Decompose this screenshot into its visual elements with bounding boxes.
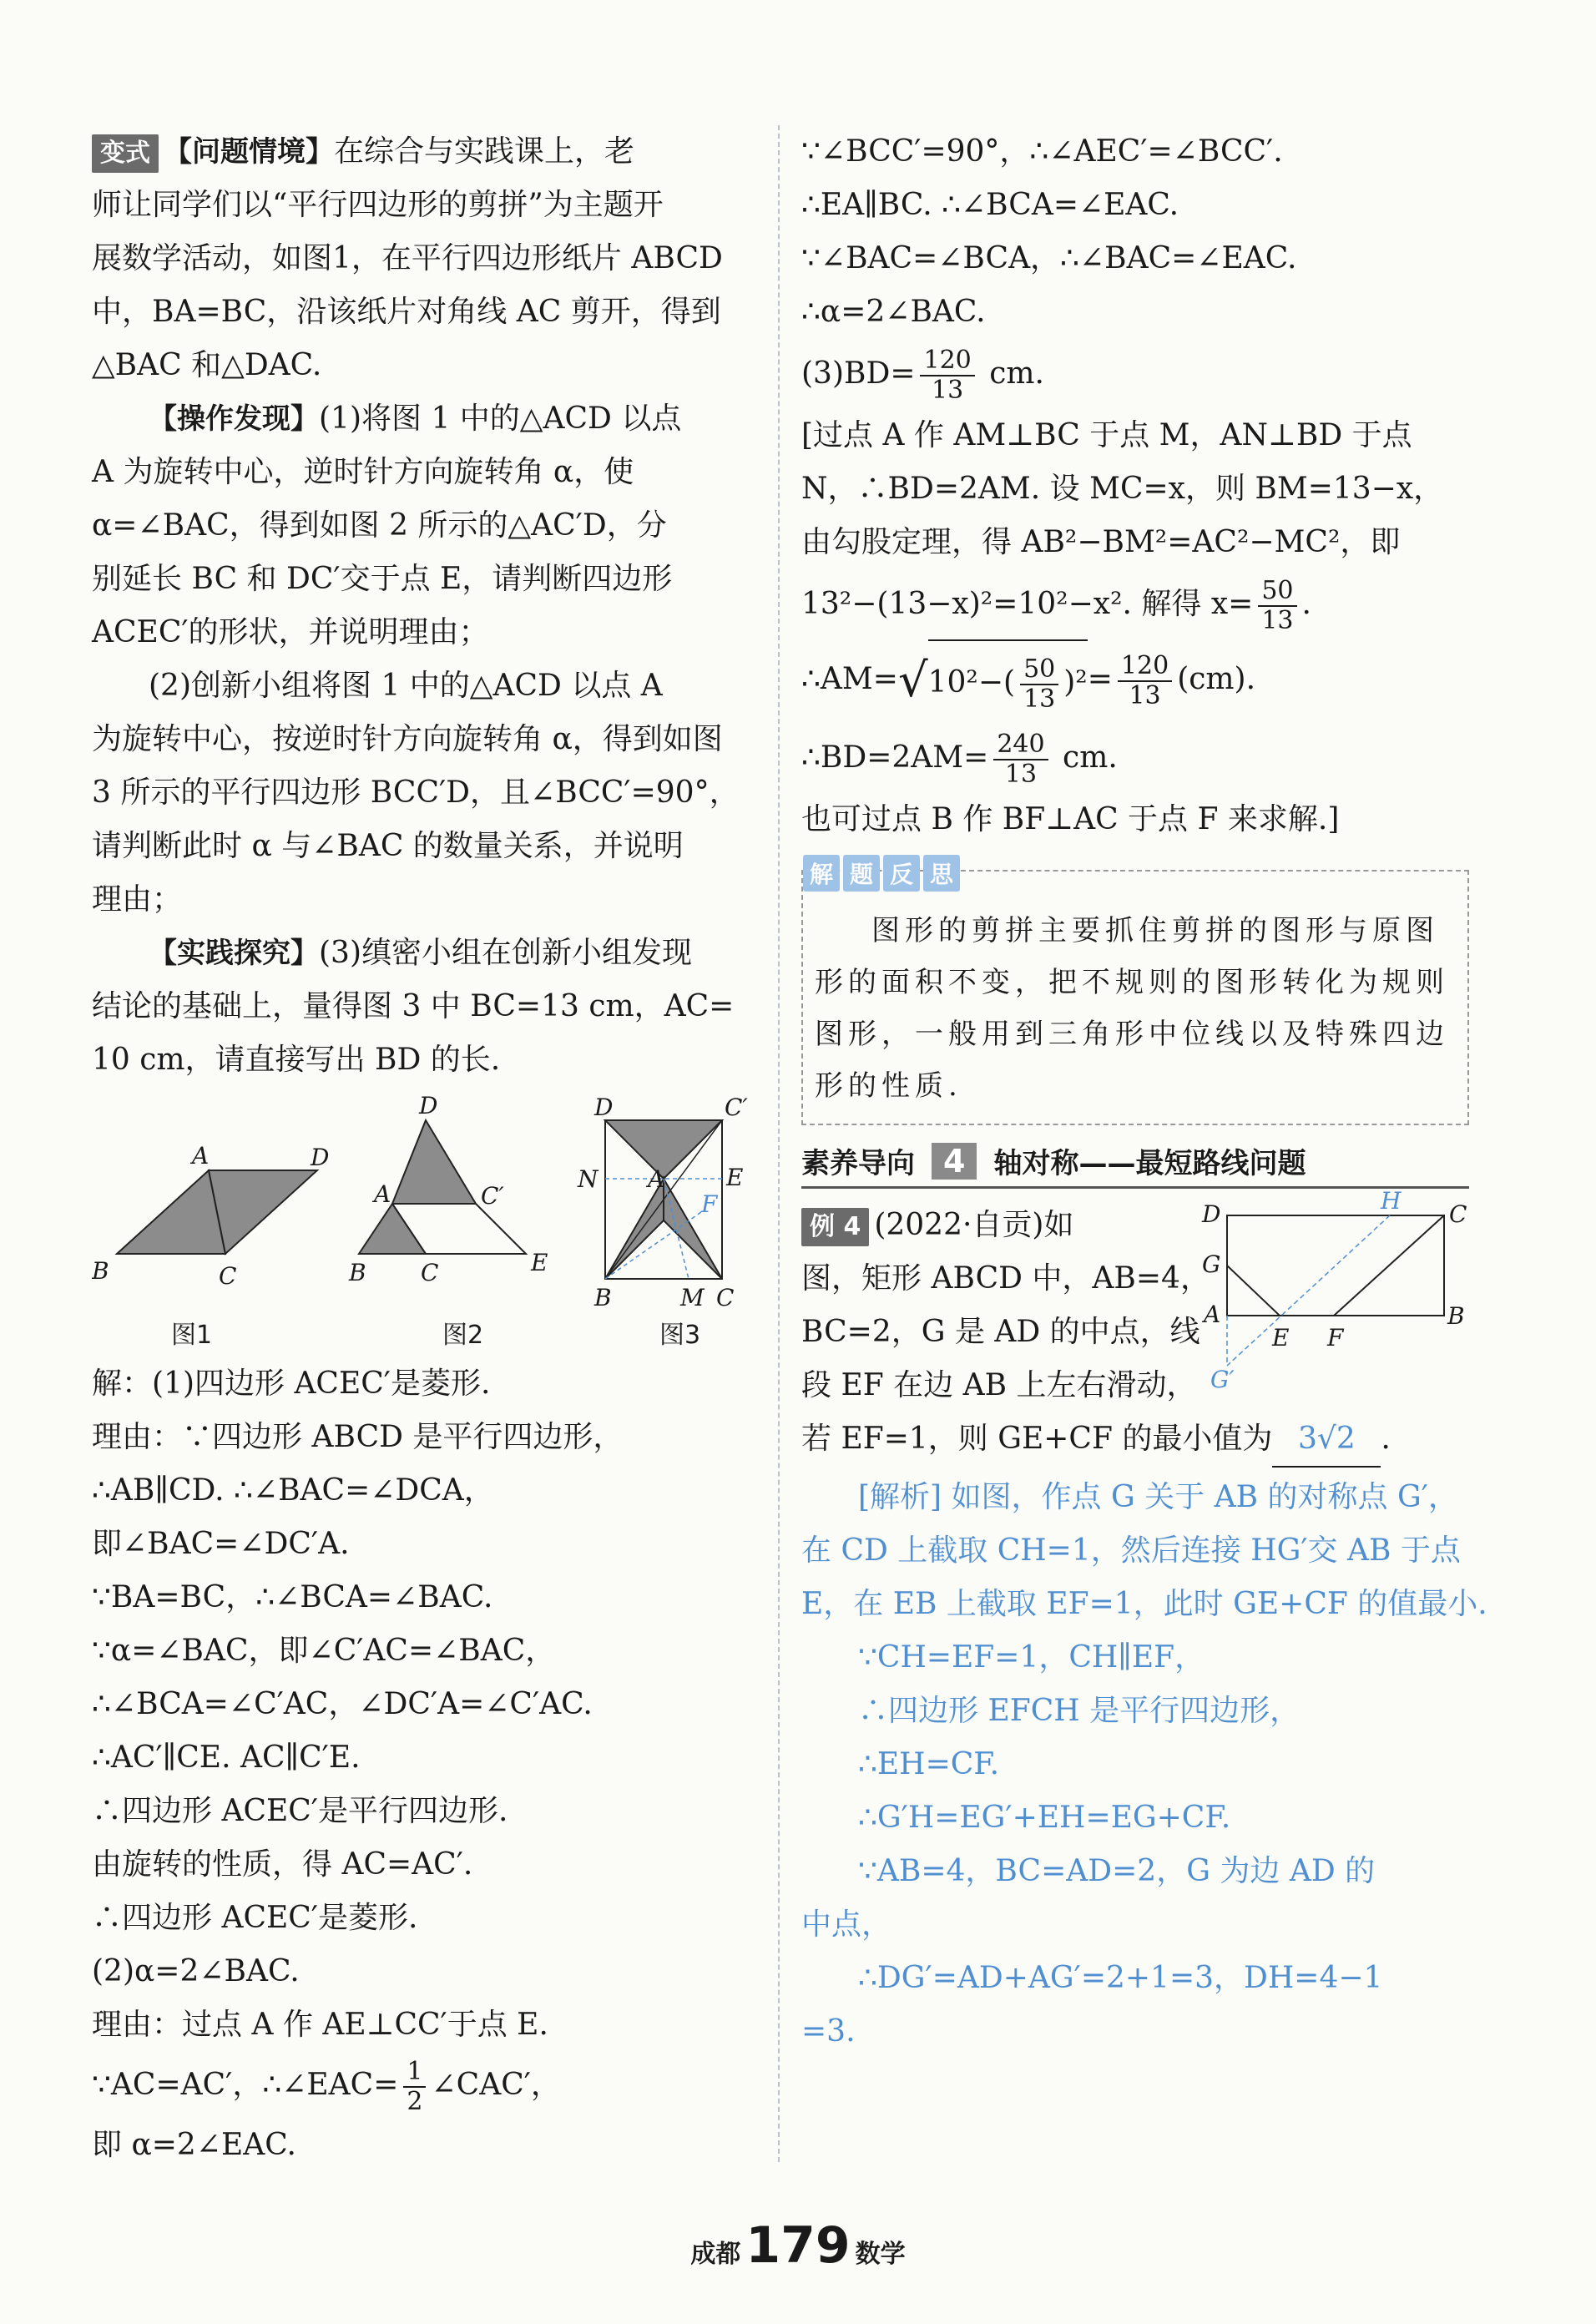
example-label-b: B [1447, 1302, 1465, 1330]
fig2-label-a: A [374, 1180, 391, 1208]
problem-line [92, 659, 760, 713]
eq3-post: cm. [1053, 740, 1118, 775]
solution-line: ∴∠BCA=∠C′AC，∠DC′A=∠C′AC. [92, 1687, 593, 1721]
line-text: (2)创新小组将图 1 中的△ACD 以点 A [149, 669, 663, 703]
analysis-line [801, 1791, 1469, 1845]
fig2-triangle-bac [359, 1204, 426, 1254]
fig2-label-c: C [421, 1259, 439, 1286]
figure-1 [92, 1120, 359, 1312]
fig3-label-c-prime: C′ [725, 1095, 748, 1121]
reflection-tag-char: 反 [883, 855, 920, 892]
fig3-label-b: B [594, 1284, 612, 1311]
page-number: 179 [745, 2216, 851, 2275]
line-text: ∴G′H=EG′+EH=EG+CF. [858, 1801, 1231, 1835]
reflection-tag-char: 题 [843, 855, 880, 892]
line-text: 理由； [92, 882, 183, 917]
analysis-line [801, 2005, 1469, 2059]
example-label-e: E [1272, 1324, 1290, 1351]
example-label-a: A [1204, 1301, 1221, 1328]
fig3-label-n: N [578, 1165, 598, 1193]
problem-line [92, 499, 760, 553]
q3-num: 120 [920, 346, 974, 376]
problem-line [92, 339, 760, 392]
eq3-num: 240 [993, 730, 1048, 760]
section-label: 素养导向 [801, 1147, 915, 1180]
explanation-line: [过点 A 作 AM⊥BC 于点 M，AN⊥BD 于点 [801, 418, 1412, 452]
eq2-equals: = [1087, 662, 1113, 696]
solution-frac-pre: ∵AC=AC′，∴∠EAC= [92, 2068, 399, 2102]
example-label-f: F [1327, 1324, 1344, 1351]
q3-den: 13 [932, 376, 964, 405]
fig1-label-c: C [219, 1262, 237, 1290]
fig1-caption: 图1 [171, 1321, 213, 1350]
q3-answer-line [801, 339, 1469, 409]
variant-tag: 变式 [92, 134, 159, 173]
example-label-c: C [1449, 1200, 1467, 1228]
analysis-line [801, 1685, 1469, 1738]
line-text: ∴四边形 EFCH 是平行四边形， [858, 1694, 1301, 1728]
eq1-post: . [1301, 587, 1311, 621]
radicand-num: 50 [1020, 655, 1058, 685]
eq1-den: 13 [1261, 606, 1294, 635]
line-text: 10 cm，请直接写出 BD 的长. [92, 1043, 501, 1077]
fig3-label-a: A [648, 1165, 665, 1193]
figure-3 [576, 1095, 760, 1312]
line-text: 中点， [801, 1907, 892, 1942]
fig3-label-m: M [680, 1284, 705, 1311]
line-text: 中，BA=BC，沿该纸片对角线 AC 剪开，得到 [92, 295, 721, 329]
frac-numerator: 1 [403, 2058, 426, 2088]
eq3-line [801, 723, 1469, 793]
problem-line [92, 232, 760, 285]
reflection-line: 形的面积不变，把不规则的图形转化为规则 [815, 966, 1449, 999]
right-column [801, 125, 1487, 2059]
solution-frac-post: ∠CAC′， [431, 2068, 561, 2102]
fig1-label-d: D [311, 1144, 330, 1171]
solution-line: 理由：过点 A 作 AE⊥CC′于点 E. [92, 2008, 548, 2042]
example-text [801, 1199, 1210, 1412]
fig3-label-d: D [594, 1095, 614, 1121]
example-line: 段 EF 在边 AB 上左右滑动， [801, 1368, 1197, 1402]
reflection-box [801, 861, 1469, 1125]
fig2-triangle-ac-d [392, 1120, 476, 1204]
line-text: 在综合与实践课上，老 [334, 134, 635, 169]
line-text: 3 所示的平行四边形 BCC′D，且∠BCC′=90°， [92, 776, 740, 810]
solution-last-line: 即 α=2∠EAC. [92, 2128, 296, 2162]
solution-fraction-line [92, 2052, 760, 2119]
solution-fraction [403, 2058, 426, 2116]
problem-line [92, 766, 760, 820]
analysis-line [801, 1952, 1469, 2005]
fig1-label-a: A [192, 1142, 210, 1170]
footer-subject: 数学 [855, 2240, 906, 2269]
line-text: 展数学活动，如图1，在平行四边形纸片 ABCD [92, 241, 723, 275]
radicand-fraction [1020, 655, 1058, 714]
rectangle-abcd [1227, 1215, 1444, 1316]
problem-line [92, 873, 760, 927]
solution-line: ∴AB∥CD. ∴∠BAC=∠DCA， [92, 1473, 494, 1508]
example-question-end: . [1381, 1422, 1391, 1456]
analysis-line [801, 1524, 1469, 1578]
problem-line [92, 392, 760, 446]
fig2-extension-lines [426, 1204, 526, 1254]
solution-line: ∴四边形 ACEC′是菱形. [92, 1901, 418, 1935]
example-question-line [801, 1412, 1469, 1468]
line-text: [解析] 如图，作点 G 关于 AB 的对称点 G′， [858, 1480, 1458, 1514]
problem-line [92, 820, 760, 873]
solution-line: ∴α=2∠BAC. [801, 295, 986, 329]
eq1-num: 50 [1258, 577, 1296, 607]
example-line: BC=2，G 是 AD 的中点，线 [801, 1315, 1200, 1349]
solution-line: ∵∠BAC=∠BCA，∴∠BAC=∠EAC. [801, 241, 1297, 275]
line-text: =3. [801, 2014, 856, 2049]
fig2-label-c-prime: C′ [481, 1182, 504, 1210]
example-tag: 例 4 [801, 1208, 869, 1246]
footer-city: 成都 [690, 2240, 741, 2269]
section-heading: 【实践探究】 [149, 937, 319, 970]
example-line: (2022·自贡)如 [874, 1208, 1074, 1242]
reflection-tag-char: 思 [923, 855, 960, 892]
segment-ge [1227, 1266, 1280, 1316]
problem-line [92, 927, 760, 980]
dashed-hg-prime [1227, 1215, 1390, 1366]
line-text: ACEC′的形状，并说明理由； [92, 615, 489, 649]
problem-line [92, 980, 760, 1033]
line-text: 请判断此时 α 与∠BAC 的数量关系，并说明 [92, 829, 684, 863]
line-text: α=∠BAC，得到如图 2 所示的△AC′D，分 [92, 508, 667, 543]
radicand [928, 639, 1088, 723]
fig2-label-d: D [419, 1095, 438, 1119]
eq2-fraction [1118, 652, 1172, 710]
solution-line: 理由：∵四边形 ABCD 是平行四边形， [92, 1420, 624, 1454]
solution-line: ∵∠BCC′=90°，∴∠AEC′=∠BCC′. [801, 134, 1283, 169]
problem-line [92, 713, 760, 766]
q3-post: cm. [979, 356, 1044, 391]
example-label-g: G [1202, 1250, 1221, 1278]
problem-line [92, 606, 760, 659]
reflection-line: 图形的剪拼主要抓住剪拼的图形与原图 [871, 914, 1439, 947]
fig2-caption: 图2 [442, 1321, 484, 1350]
fig3-label-e: E [726, 1164, 744, 1191]
example-label-h: H [1381, 1190, 1402, 1215]
line-text: A 为旋转中心，逆时针方向旋转角 α，使 [92, 455, 634, 489]
line-text: ∵CH=EF=1，CH∥EF， [858, 1640, 1205, 1675]
fig3-label-c: C [716, 1284, 735, 1311]
line-text: 结论的基础上，量得图 3 中 BC=13 cm，AC= [92, 989, 735, 1023]
problem-line [92, 285, 760, 339]
example-label-g-prime: G′ [1210, 1366, 1235, 1393]
segment-fc [1334, 1215, 1444, 1316]
example-block [801, 1190, 1469, 1412]
example-label-d: D [1202, 1200, 1221, 1228]
explanation-line: 由勾股定理，得 AB²−BM²=AC²−MC²，即 [801, 525, 1401, 559]
problem-line [92, 446, 760, 499]
solution-continued [801, 125, 1469, 339]
reflection-line: 图形，一般用到三角形中位线以及特殊四边 [815, 1018, 1449, 1051]
answer-blank: 3√2 [1272, 1412, 1381, 1468]
solution-line: ∴四边形 ACEC′是平行四边形. [92, 1794, 508, 1828]
section-number: 4 [932, 1143, 977, 1180]
analysis-line [801, 1631, 1469, 1685]
eq2-pre: ∴AM= [801, 662, 898, 696]
solution-line: ∵α=∠BAC，即∠C′AC=∠BAC， [92, 1634, 556, 1668]
fig3-caption: 图3 [659, 1321, 701, 1350]
eq2-post: (cm). [1177, 662, 1256, 696]
analysis-line [801, 1471, 1469, 1524]
line-text: 别延长 BC 和 DC′交于点 E，请判断四边形 [92, 562, 673, 596]
example-question-text: 若 EF=1，则 GE+CF 的最小值为 [801, 1422, 1273, 1456]
solution-line: ∵BA=BC，∴∠BCA=∠BAC. [92, 1580, 493, 1614]
q3-pre: (3)BD= [801, 356, 916, 391]
section-header [801, 1140, 1469, 1189]
eq1-fraction [1258, 577, 1296, 635]
problem-line [92, 125, 760, 179]
example-figure [1194, 1190, 1469, 1407]
solution-line: (2)α=2∠BAC. [92, 1954, 300, 1988]
eq2-num: 120 [1118, 652, 1172, 682]
eq1-line [801, 569, 1469, 639]
frac-denominator: 2 [407, 2087, 423, 2116]
fig2-label-e: E [531, 1249, 548, 1276]
line-text: 为旋转中心，按逆时针方向旋转角 α，得到如图 [92, 722, 723, 756]
column-divider [778, 125, 780, 2162]
line-text: E，在 EB 上截取 EF=1，此时 GE+CF 的值最小. [801, 1587, 1487, 1621]
page-footer [0, 2216, 1596, 2275]
line-text: 在 CD 上截取 CH=1，然后连接 HG′交 AB 于点 [801, 1533, 1461, 1568]
reflection-tag [803, 855, 963, 892]
eq2-den: 13 [1129, 681, 1161, 710]
solution-line: 即∠BAC=∠DC′A. [92, 1527, 350, 1561]
fig2-label-b: B [349, 1259, 366, 1286]
section-heading: 【问题情境】 [164, 135, 334, 169]
solution-line: 由旋转的性质，得 AC=AC′. [92, 1847, 473, 1882]
eq3-pre: ∴BD=2AM= [801, 740, 989, 775]
fig1-label-b: B [92, 1257, 109, 1285]
example-line: 图，矩形 ABCD 中，AB=4， [801, 1261, 1210, 1296]
line-text: (3)缜密小组在创新小组发现 [319, 936, 692, 970]
line-text: ∴EH=CF. [858, 1747, 1000, 1781]
analysis-text [801, 1471, 1487, 2059]
radicand-den: 13 [1023, 685, 1056, 714]
fig1-triangle-dac [209, 1170, 317, 1254]
figures-row [92, 1095, 760, 1350]
q3-fraction [920, 346, 974, 405]
eq2-line [801, 639, 1469, 723]
analysis-line [801, 1738, 1469, 1791]
fig3-bottom-left-triangle [605, 1179, 664, 1279]
eq1-pre: 13²−(13−x)²=10²−x². 解得 x= [801, 587, 1254, 621]
radical-sign: √ [897, 654, 928, 708]
problem-text [92, 125, 760, 1087]
problem-line [92, 553, 760, 606]
line-text: 师让同学们以“平行四边形的剪拼”为主题开 [92, 188, 664, 222]
problem-line [92, 1033, 760, 1087]
analysis-line [801, 1578, 1487, 1631]
analysis-line [801, 1845, 1469, 1898]
solution-end-line: 也可过点 B 作 BF⊥AC 于点 F 来求解.] [801, 802, 1340, 836]
eq3-den: 13 [1004, 760, 1038, 789]
solution-line: ∴EA∥BC. ∴∠BCA=∠EAC. [801, 188, 1179, 222]
q3-explanation [801, 409, 1469, 569]
analysis-line [801, 1898, 1469, 1952]
figure-2 [342, 1095, 576, 1312]
left-column [92, 125, 760, 2172]
reflection-tag-char: 解 [803, 855, 840, 892]
solution-text [92, 1357, 760, 2052]
reflection-line: 形的性质. [815, 1069, 962, 1103]
line-text: △BAC 和△DAC. [92, 348, 322, 382]
eq3-fraction [993, 730, 1048, 789]
radicand-pre: 10²−( [927, 665, 1016, 700]
line-text: ∵AB=4，BC=AD=2，G 为边 AD 的 [858, 1854, 1376, 1888]
problem-line [92, 179, 760, 232]
section-title: 轴对称——最短路线问题 [993, 1147, 1306, 1180]
explanation-line: N，∴BD=2AM. 设 MC=x，则 BM=13−x， [801, 472, 1444, 506]
solution-line: 解：(1)四边形 ACEC′是菱形. [92, 1367, 491, 1401]
fig3-label-f: F [701, 1190, 718, 1218]
line-text: ∴DG′=AD+AG′=2+1=3，DH=4−1 [858, 1961, 1383, 1995]
fig1-triangle-bac [117, 1170, 225, 1254]
section-heading: 【操作发现】 [149, 402, 319, 436]
line-text: (1)将图 1 中的△ACD 以点 [319, 402, 682, 436]
radicand-post: )² [1063, 665, 1088, 700]
solution-line: ∴AC′∥CE. AC∥C′E. [92, 1740, 361, 1775]
